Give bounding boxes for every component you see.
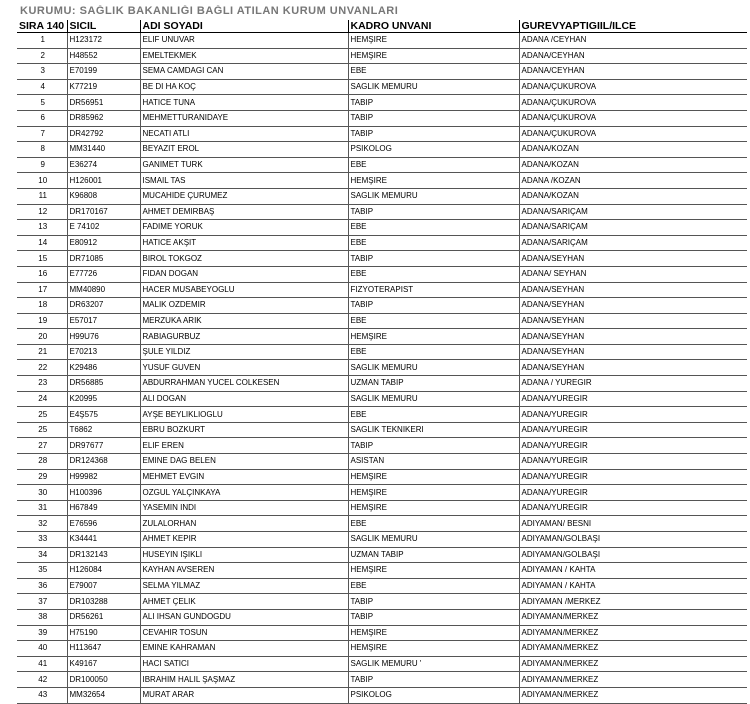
cell-sicil: DR97677 <box>67 438 140 454</box>
cell-sicil: MM31440 <box>67 142 140 158</box>
table-row <box>17 422 747 438</box>
cell-sira: 37 <box>17 594 67 610</box>
cell-sicil: DR85962 <box>67 110 140 126</box>
column-header-sicil: SICIL <box>67 20 140 33</box>
cell-gorev-yeri: ADANA/SEYHAN <box>519 282 747 298</box>
cell-adi-soyadi: NECATI ATLI <box>140 126 348 142</box>
table-row <box>17 266 747 282</box>
cell-kadro-unvani: SAGLIK MEMURU ' <box>348 656 519 672</box>
table-row <box>17 173 747 189</box>
table-row <box>17 126 747 142</box>
cell-sicil: K77219 <box>67 79 140 95</box>
cell-gorev-yeri: ADANA/SARIÇAM <box>519 235 747 251</box>
cell-kadro-unvani: EBE <box>348 266 519 282</box>
cell-kadro-unvani: PSIKOLOG <box>348 142 519 158</box>
table-row <box>17 188 747 204</box>
table-row <box>17 609 747 625</box>
cell-kadro-unvani: EBE <box>348 578 519 594</box>
cell-sira: 7 <box>17 126 67 142</box>
cell-kadro-unvani: SAGLIK MEMURU <box>348 79 519 95</box>
cell-gorev-yeri: ADIYAMAN/MERKEZ <box>519 609 747 625</box>
cell-adi-soyadi: AHMET DEMIRBAŞ <box>140 204 348 220</box>
cell-kadro-unvani: EBE <box>348 344 519 360</box>
cell-kadro-unvani: HEMŞIRE <box>348 48 519 64</box>
cell-gorev-yeri: ADANA/SEYHAN <box>519 344 747 360</box>
cell-adi-soyadi: ELIF EREN <box>140 438 348 454</box>
cell-kadro-unvani: TABIP <box>348 594 519 610</box>
cell-sicil: E57017 <box>67 313 140 329</box>
table-row <box>17 500 747 516</box>
table-row <box>17 594 747 610</box>
cell-sicil: H99982 <box>67 469 140 485</box>
cell-adi-soyadi: RABIAGURBUZ <box>140 329 348 345</box>
cell-kadro-unvani: EBE <box>348 235 519 251</box>
cell-adi-soyadi: IBRAHIM HALIL ŞAŞMAZ <box>140 672 348 688</box>
cell-sira: 25 <box>17 407 67 423</box>
table-row <box>17 516 747 532</box>
cell-sira: 4 <box>17 79 67 95</box>
cell-sira: 42 <box>17 672 67 688</box>
cell-sira: 33 <box>17 532 67 548</box>
cell-sira: 9 <box>17 157 67 173</box>
table-row <box>17 391 747 407</box>
table-header-row <box>17 20 747 33</box>
cell-sira: 24 <box>17 391 67 407</box>
cell-adi-soyadi: EMINE DAG BELEN <box>140 454 348 470</box>
cell-gorev-yeri: ADANA/YUREGIR <box>519 391 747 407</box>
cell-sira: 3 <box>17 64 67 80</box>
cell-sira: 41 <box>17 656 67 672</box>
cell-gorev-yeri: ADANA/SARIÇAM <box>519 220 747 236</box>
cell-sicil: E4Ş575 <box>67 407 140 423</box>
cell-sicil: E77726 <box>67 266 140 282</box>
cell-gorev-yeri: ADIYAMAN/MERKEZ <box>519 625 747 641</box>
table-row <box>17 142 747 158</box>
cell-kadro-unvani: TABIP <box>348 672 519 688</box>
cell-kadro-unvani: SAGLIK MEMURU <box>348 360 519 376</box>
cell-adi-soyadi: ABDURRAHMAN YUCEL COLKESEN <box>140 376 348 392</box>
table-row <box>17 64 747 80</box>
table-row <box>17 547 747 563</box>
cell-sira: 20 <box>17 329 67 345</box>
cell-gorev-yeri: ADANA/ÇUKUROVA <box>519 126 747 142</box>
cell-adi-soyadi: EMINE KAHRAMAN <box>140 641 348 657</box>
cell-sira: 5 <box>17 95 67 111</box>
column-header-adi-soyadi: ADI SOYADI <box>140 20 348 33</box>
cell-sicil: K29486 <box>67 360 140 376</box>
cell-sicil: H48552 <box>67 48 140 64</box>
cell-adi-soyadi: ELIF UNUVAR <box>140 33 348 49</box>
table-row <box>17 298 747 314</box>
cell-sicil: E 74102 <box>67 220 140 236</box>
cell-sicil: DR170167 <box>67 204 140 220</box>
table-row <box>17 454 747 470</box>
cell-sira: 25 <box>17 422 67 438</box>
cell-adi-soyadi: MUCAHIDE ÇURUMEZ <box>140 188 348 204</box>
cell-sira: 34 <box>17 547 67 563</box>
cell-sicil: DR56261 <box>67 609 140 625</box>
cell-kadro-unvani: HEMŞIRE <box>348 33 519 49</box>
cell-sira: 43 <box>17 687 67 703</box>
cell-sira: 31 <box>17 500 67 516</box>
cell-gorev-yeri: ADANA / YUREGIR <box>519 376 747 392</box>
table-row <box>17 469 747 485</box>
cell-sira: 32 <box>17 516 67 532</box>
cell-sicil: T6862 <box>67 422 140 438</box>
cell-gorev-yeri: ADANA/YUREGIR <box>519 407 747 423</box>
cell-gorev-yeri: ADIYAMAN/GOLBAŞI <box>519 532 747 548</box>
cell-gorev-yeri: ADANA/KOZAN <box>519 188 747 204</box>
cell-sicil: H99U76 <box>67 329 140 345</box>
cell-sira: 11 <box>17 188 67 204</box>
cell-sicil: DR124368 <box>67 454 140 470</box>
cell-gorev-yeri: ADANA/YUREGIR <box>519 422 747 438</box>
cell-adi-soyadi: HACER MUSABEYOGLU <box>140 282 348 298</box>
cell-gorev-yeri: ADIYAMAN / KAHTA <box>519 578 747 594</box>
cell-sicil: MM32654 <box>67 687 140 703</box>
cell-gorev-yeri: ADIYAMAN/ BESNI <box>519 516 747 532</box>
cell-sira: 23 <box>17 376 67 392</box>
cell-adi-soyadi: ŞULE YILDIZ <box>140 344 348 360</box>
cell-sira: 1 <box>17 33 67 49</box>
cell-gorev-yeri: ADANA/YUREGIR <box>519 469 747 485</box>
cell-kadro-unvani: SAGLIK MEMURU <box>348 532 519 548</box>
cell-adi-soyadi: MERZUKA ARIK <box>140 313 348 329</box>
cell-sicil: H123172 <box>67 33 140 49</box>
cell-kadro-unvani: HEMŞIRE <box>348 500 519 516</box>
cell-gorev-yeri: ADANA/KOZAN <box>519 157 747 173</box>
cell-kadro-unvani: HEMŞIRE <box>348 563 519 579</box>
cell-kadro-unvani: TABIP <box>348 204 519 220</box>
cell-sicil: H126084 <box>67 563 140 579</box>
cell-gorev-yeri: ADIYAMAN / KAHTA <box>519 563 747 579</box>
cell-adi-soyadi: HATICE AKŞIT <box>140 235 348 251</box>
cell-sicil: K96808 <box>67 188 140 204</box>
cell-gorev-yeri: ADANA/SEYHAN <box>519 360 747 376</box>
cell-gorev-yeri: ADANA/YUREGIR <box>519 500 747 516</box>
cell-sicil: H75190 <box>67 625 140 641</box>
table-row <box>17 235 747 251</box>
cell-kadro-unvani: HEMŞIRE <box>348 329 519 345</box>
cell-sicil: DR100050 <box>67 672 140 688</box>
cell-sicil: H126001 <box>67 173 140 189</box>
cell-adi-soyadi: SELMA YILMAZ <box>140 578 348 594</box>
cell-adi-soyadi: KAYHAN AVSEREN <box>140 563 348 579</box>
cell-kadro-unvani: HEMŞIRE <box>348 625 519 641</box>
cell-kadro-unvani: EBE <box>348 516 519 532</box>
cell-kadro-unvani: TABIP <box>348 110 519 126</box>
cell-adi-soyadi: ISMAIL TAS <box>140 173 348 189</box>
cell-gorev-yeri: ADANA/SARIÇAM <box>519 204 747 220</box>
table-row <box>17 656 747 672</box>
cell-adi-soyadi: AHMET ÇELIK <box>140 594 348 610</box>
cell-kadro-unvani: PSIKOLOG <box>348 687 519 703</box>
cell-sira: 21 <box>17 344 67 360</box>
cell-sicil: DR63207 <box>67 298 140 314</box>
cell-gorev-yeri: ADANA /KOZAN <box>519 173 747 189</box>
cell-adi-soyadi: ALI DOGAN <box>140 391 348 407</box>
table-row <box>17 532 747 548</box>
cell-gorev-yeri: ADIYAMAN/MERKEZ <box>519 641 747 657</box>
cell-sicil: DR103288 <box>67 594 140 610</box>
cell-sira: 14 <box>17 235 67 251</box>
cell-kadro-unvani: TABIP <box>348 298 519 314</box>
cell-sicil: E36274 <box>67 157 140 173</box>
cell-sira: 22 <box>17 360 67 376</box>
cell-gorev-yeri: ADANA/ÇUKUROVA <box>519 95 747 111</box>
cell-adi-soyadi: BIROL TOKGOZ <box>140 251 348 267</box>
cell-sira: 17 <box>17 282 67 298</box>
cell-gorev-yeri: ADANA/SEYHAN <box>519 329 747 345</box>
cell-kadro-unvani: HEMŞIRE <box>348 469 519 485</box>
cell-kadro-unvani: TABIP <box>348 251 519 267</box>
cell-sira: 18 <box>17 298 67 314</box>
cell-adi-soyadi: MEHMET EVGIN <box>140 469 348 485</box>
cell-sicil: H113647 <box>67 641 140 657</box>
cell-gorev-yeri: ADANA/ÇUKUROVA <box>519 79 747 95</box>
cell-sicil: E80912 <box>67 235 140 251</box>
cell-sicil: E76596 <box>67 516 140 532</box>
cell-gorev-yeri: ADANA/KOZAN <box>519 142 747 158</box>
cell-adi-soyadi: AYŞE BEYLIKLIOGLU <box>140 407 348 423</box>
table-row <box>17 110 747 126</box>
cell-sira: 12 <box>17 204 67 220</box>
cell-adi-soyadi: EBRU BOZKURT <box>140 422 348 438</box>
table-row <box>17 376 747 392</box>
cell-sicil: E70199 <box>67 64 140 80</box>
cell-sira: 40 <box>17 641 67 657</box>
cell-sira: 29 <box>17 469 67 485</box>
cell-gorev-yeri: ADIYAMAN/MERKEZ <box>519 656 747 672</box>
table-row <box>17 157 747 173</box>
cell-gorev-yeri: ADANA/ SEYHAN <box>519 266 747 282</box>
cell-kadro-unvani: TABIP <box>348 126 519 142</box>
cell-adi-soyadi: AHMET KEPIR <box>140 532 348 548</box>
table-row <box>17 672 747 688</box>
table-row <box>17 220 747 236</box>
cell-kadro-unvani: UZMAN TABIP <box>348 376 519 392</box>
cell-gorev-yeri: ADANA/CEYHAN <box>519 64 747 80</box>
table-row <box>17 563 747 579</box>
cell-sira: 15 <box>17 251 67 267</box>
cell-sira: 19 <box>17 313 67 329</box>
cell-adi-soyadi: MEHMETTURANIDAYE <box>140 110 348 126</box>
cell-sicil: H100396 <box>67 485 140 501</box>
table-row <box>17 282 747 298</box>
cell-sicil: MM40890 <box>67 282 140 298</box>
table-row <box>17 360 747 376</box>
cell-kadro-unvani: EBE <box>348 64 519 80</box>
cell-adi-soyadi: ZULALORHAN <box>140 516 348 532</box>
cell-kadro-unvani: TABIP <box>348 95 519 111</box>
table-row <box>17 641 747 657</box>
cell-adi-soyadi: YUSUF GUVEN <box>140 360 348 376</box>
cell-kadro-unvani: TABIP <box>348 438 519 454</box>
cell-gorev-yeri: ADANA/YUREGIR <box>519 485 747 501</box>
cell-kadro-unvani: ASISTAN <box>348 454 519 470</box>
table-row <box>17 625 747 641</box>
column-header-gorev-yeri: GUREVYAPTIGIIL/ILCE <box>519 20 747 33</box>
cell-sira: 8 <box>17 142 67 158</box>
cell-adi-soyadi: FIDAN DOGAN <box>140 266 348 282</box>
cell-adi-soyadi: OZGUL YALÇINKAYA <box>140 485 348 501</box>
cell-sira: 35 <box>17 563 67 579</box>
cell-kadro-unvani: EBE <box>348 407 519 423</box>
table-row <box>17 313 747 329</box>
cell-gorev-yeri: ADANA/SEYHAN <box>519 313 747 329</box>
cell-gorev-yeri: ADIYAMAN /MERKEZ <box>519 594 747 610</box>
cell-sira: 30 <box>17 485 67 501</box>
cell-sira: 28 <box>17 454 67 470</box>
cell-sira: 2 <box>17 48 67 64</box>
cell-kadro-unvani: UZMAN TABIP <box>348 547 519 563</box>
table-row <box>17 578 747 594</box>
cell-kadro-unvani: HEMŞIRE <box>348 173 519 189</box>
cell-sicil: DR132143 <box>67 547 140 563</box>
cell-kadro-unvani: EBE <box>348 157 519 173</box>
cell-kadro-unvani: TABIP <box>348 609 519 625</box>
cell-gorev-yeri: ADIYAMAN/MERKEZ <box>519 687 747 703</box>
cell-kadro-unvani: EBE <box>348 220 519 236</box>
table-row <box>17 344 747 360</box>
cell-adi-soyadi: BEYAZIT EROL <box>140 142 348 158</box>
cell-gorev-yeri: ADANA/ÇUKUROVA <box>519 110 747 126</box>
cell-sira: 27 <box>17 438 67 454</box>
cell-adi-soyadi: HATICE TUNA <box>140 95 348 111</box>
document-title: KURUMU: SAĞLIK BAKANLIĞI BAĞLI ATILAN KURUM UNVANLARI <box>20 5 399 17</box>
table-row <box>17 251 747 267</box>
cell-kadro-unvani: SAGLIK MEMURU <box>348 188 519 204</box>
table-row <box>17 48 747 64</box>
cell-sicil: E70213 <box>67 344 140 360</box>
cell-sicil: H67849 <box>67 500 140 516</box>
cell-kadro-unvani: HEMŞIRE <box>348 641 519 657</box>
table-row <box>17 33 747 49</box>
cell-adi-soyadi: YASEMIN INDI <box>140 500 348 516</box>
table-row <box>17 438 747 454</box>
cell-sicil: DR71085 <box>67 251 140 267</box>
table-row <box>17 407 747 423</box>
cell-adi-soyadi: ALI IHSAN GUNDOGDU <box>140 609 348 625</box>
cell-sicil: K49167 <box>67 656 140 672</box>
cell-kadro-unvani: HEMŞIRE <box>348 485 519 501</box>
cell-sicil: E79007 <box>67 578 140 594</box>
cell-sira: 16 <box>17 266 67 282</box>
cell-sira: 10 <box>17 173 67 189</box>
cell-gorev-yeri: ADIYAMAN/MERKEZ <box>519 672 747 688</box>
table-row <box>17 687 747 703</box>
cell-gorev-yeri: ADANA/SEYHAN <box>519 251 747 267</box>
cell-gorev-yeri: ADANA/CEYHAN <box>519 48 747 64</box>
cell-gorev-yeri: ADANA/SEYHAN <box>519 298 747 314</box>
table-row <box>17 329 747 345</box>
table-row <box>17 485 747 501</box>
column-header-sira: SIRA 140 <box>17 20 67 33</box>
cell-gorev-yeri: ADANA/YUREGIR <box>519 454 747 470</box>
cell-adi-soyadi: BE DI HA KOÇ <box>140 79 348 95</box>
cell-kadro-unvani: SAGLIK TEKNIKERI <box>348 422 519 438</box>
cell-sira: 13 <box>17 220 67 236</box>
cell-adi-soyadi: MALIK OZDEMIR <box>140 298 348 314</box>
cell-sicil: K20995 <box>67 391 140 407</box>
cell-adi-soyadi: HACI SATICI <box>140 656 348 672</box>
cell-adi-soyadi: CEVAHIR TOSUN <box>140 625 348 641</box>
cell-sira: 39 <box>17 625 67 641</box>
cell-kadro-unvani: EBE <box>348 313 519 329</box>
cell-gorev-yeri: ADIYAMAN/GOLBAŞI <box>519 547 747 563</box>
table-row <box>17 79 747 95</box>
cell-sicil: K34441 <box>67 532 140 548</box>
cell-sicil: DR42792 <box>67 126 140 142</box>
cell-adi-soyadi: FADIME YORUK <box>140 220 348 236</box>
table-row <box>17 95 747 111</box>
table-row <box>17 204 747 220</box>
cell-adi-soyadi: GANIMET TURK <box>140 157 348 173</box>
cell-sicil: DR56885 <box>67 376 140 392</box>
personnel-table <box>17 20 747 704</box>
cell-adi-soyadi: SEMA CAMDAGI CAN <box>140 64 348 80</box>
cell-adi-soyadi: HUSEYIN IŞIKLI <box>140 547 348 563</box>
cell-sira: 38 <box>17 609 67 625</box>
cell-sira: 6 <box>17 110 67 126</box>
cell-adi-soyadi: MURAT ARAR <box>140 687 348 703</box>
cell-kadro-unvani: FIZYOTERAPIST <box>348 282 519 298</box>
cell-sira: 36 <box>17 578 67 594</box>
cell-kadro-unvani: SAGLIK MEMURU <box>348 391 519 407</box>
column-header-kadro-unvani: KADRO UNVANI <box>348 20 519 33</box>
cell-gorev-yeri: ADANA/YUREGIR <box>519 438 747 454</box>
cell-adi-soyadi: EMELTEKMEK <box>140 48 348 64</box>
cell-gorev-yeri: ADANA /CEYHAN <box>519 33 747 49</box>
cell-sicil: DR56951 <box>67 95 140 111</box>
